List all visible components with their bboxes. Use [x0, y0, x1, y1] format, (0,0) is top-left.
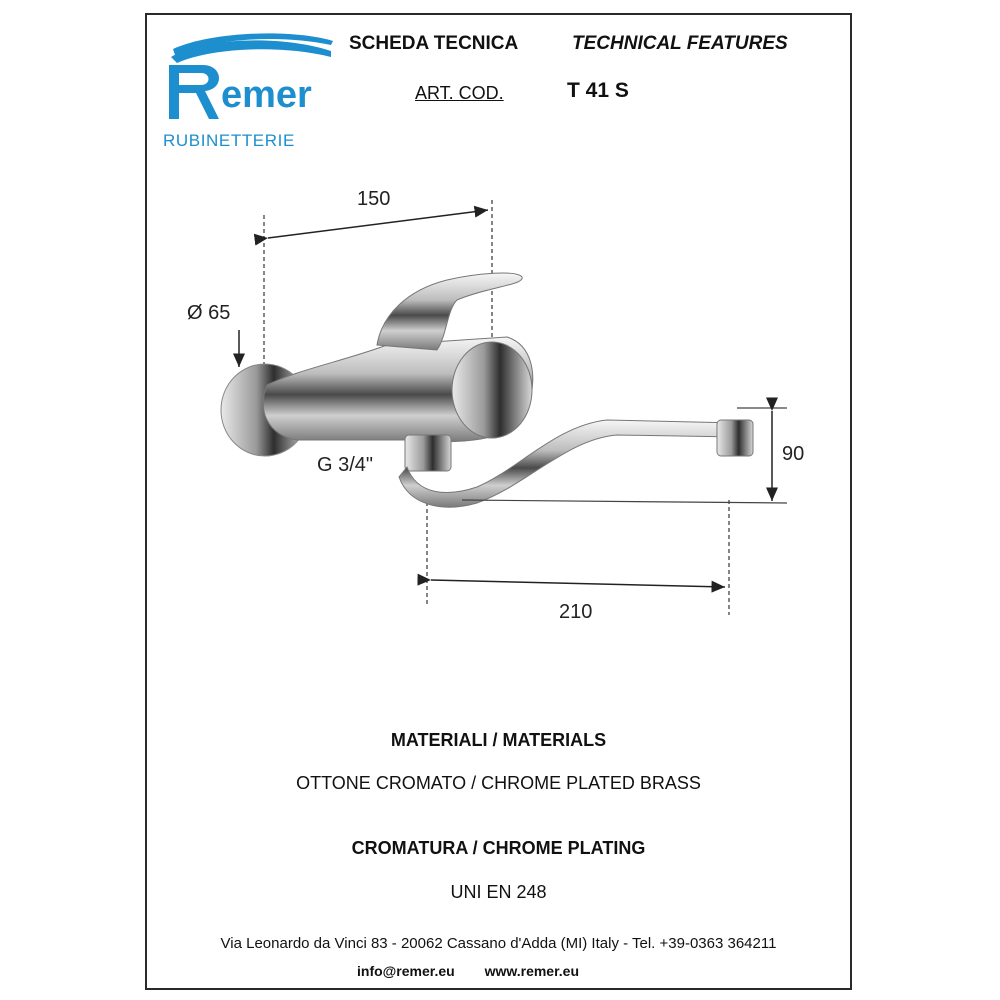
svg-text:emer: emer [221, 74, 312, 116]
dim-label-thread: G 3/4" [317, 454, 374, 476]
technical-sheet [145, 13, 852, 990]
article-code-value: T 41 S [567, 79, 629, 102]
dim-label-diameter: Ø 65 [187, 302, 231, 324]
logo-tagline: RUBINETTERIE [163, 131, 295, 150]
dim-label-150: 150 [357, 188, 391, 210]
dim-label-90: 90 [782, 443, 805, 465]
materials-heading: MATERIALI / MATERIALS [390, 730, 607, 750]
article-code-label: ART. COD. [415, 83, 504, 103]
website-link[interactable]: www.remer.eu [484, 963, 579, 979]
contact-links [357, 963, 605, 979]
spout-base [405, 435, 451, 471]
dim-line-210 [431, 580, 725, 587]
mixer-cartridge [452, 342, 532, 438]
title-italian: SCHEDA TECNICA [349, 33, 519, 54]
plating-value: UNI EN 248 [450, 882, 547, 902]
faucet-drawing [147, 15, 854, 655]
dim-label-210: 210 [559, 601, 593, 623]
materials-value: OTTONE CROMATO / CHROME PLATED BRASS [296, 773, 701, 793]
company-address: Via Leonardo da Vinci 83 - 20062 Cassano d'Adda (MI) Italy - Tel. +39-0363 364211 [220, 935, 777, 952]
email-link[interactable]: info@remer.eu [357, 963, 455, 979]
spout-aerator [717, 420, 753, 456]
title-english: TECHNICAL FEATURES [572, 33, 788, 54]
dim-90-bottom-ext [462, 500, 787, 503]
plating-heading: CROMATURA / CHROME PLATING [351, 838, 646, 858]
dim-line-150 [268, 210, 488, 238]
